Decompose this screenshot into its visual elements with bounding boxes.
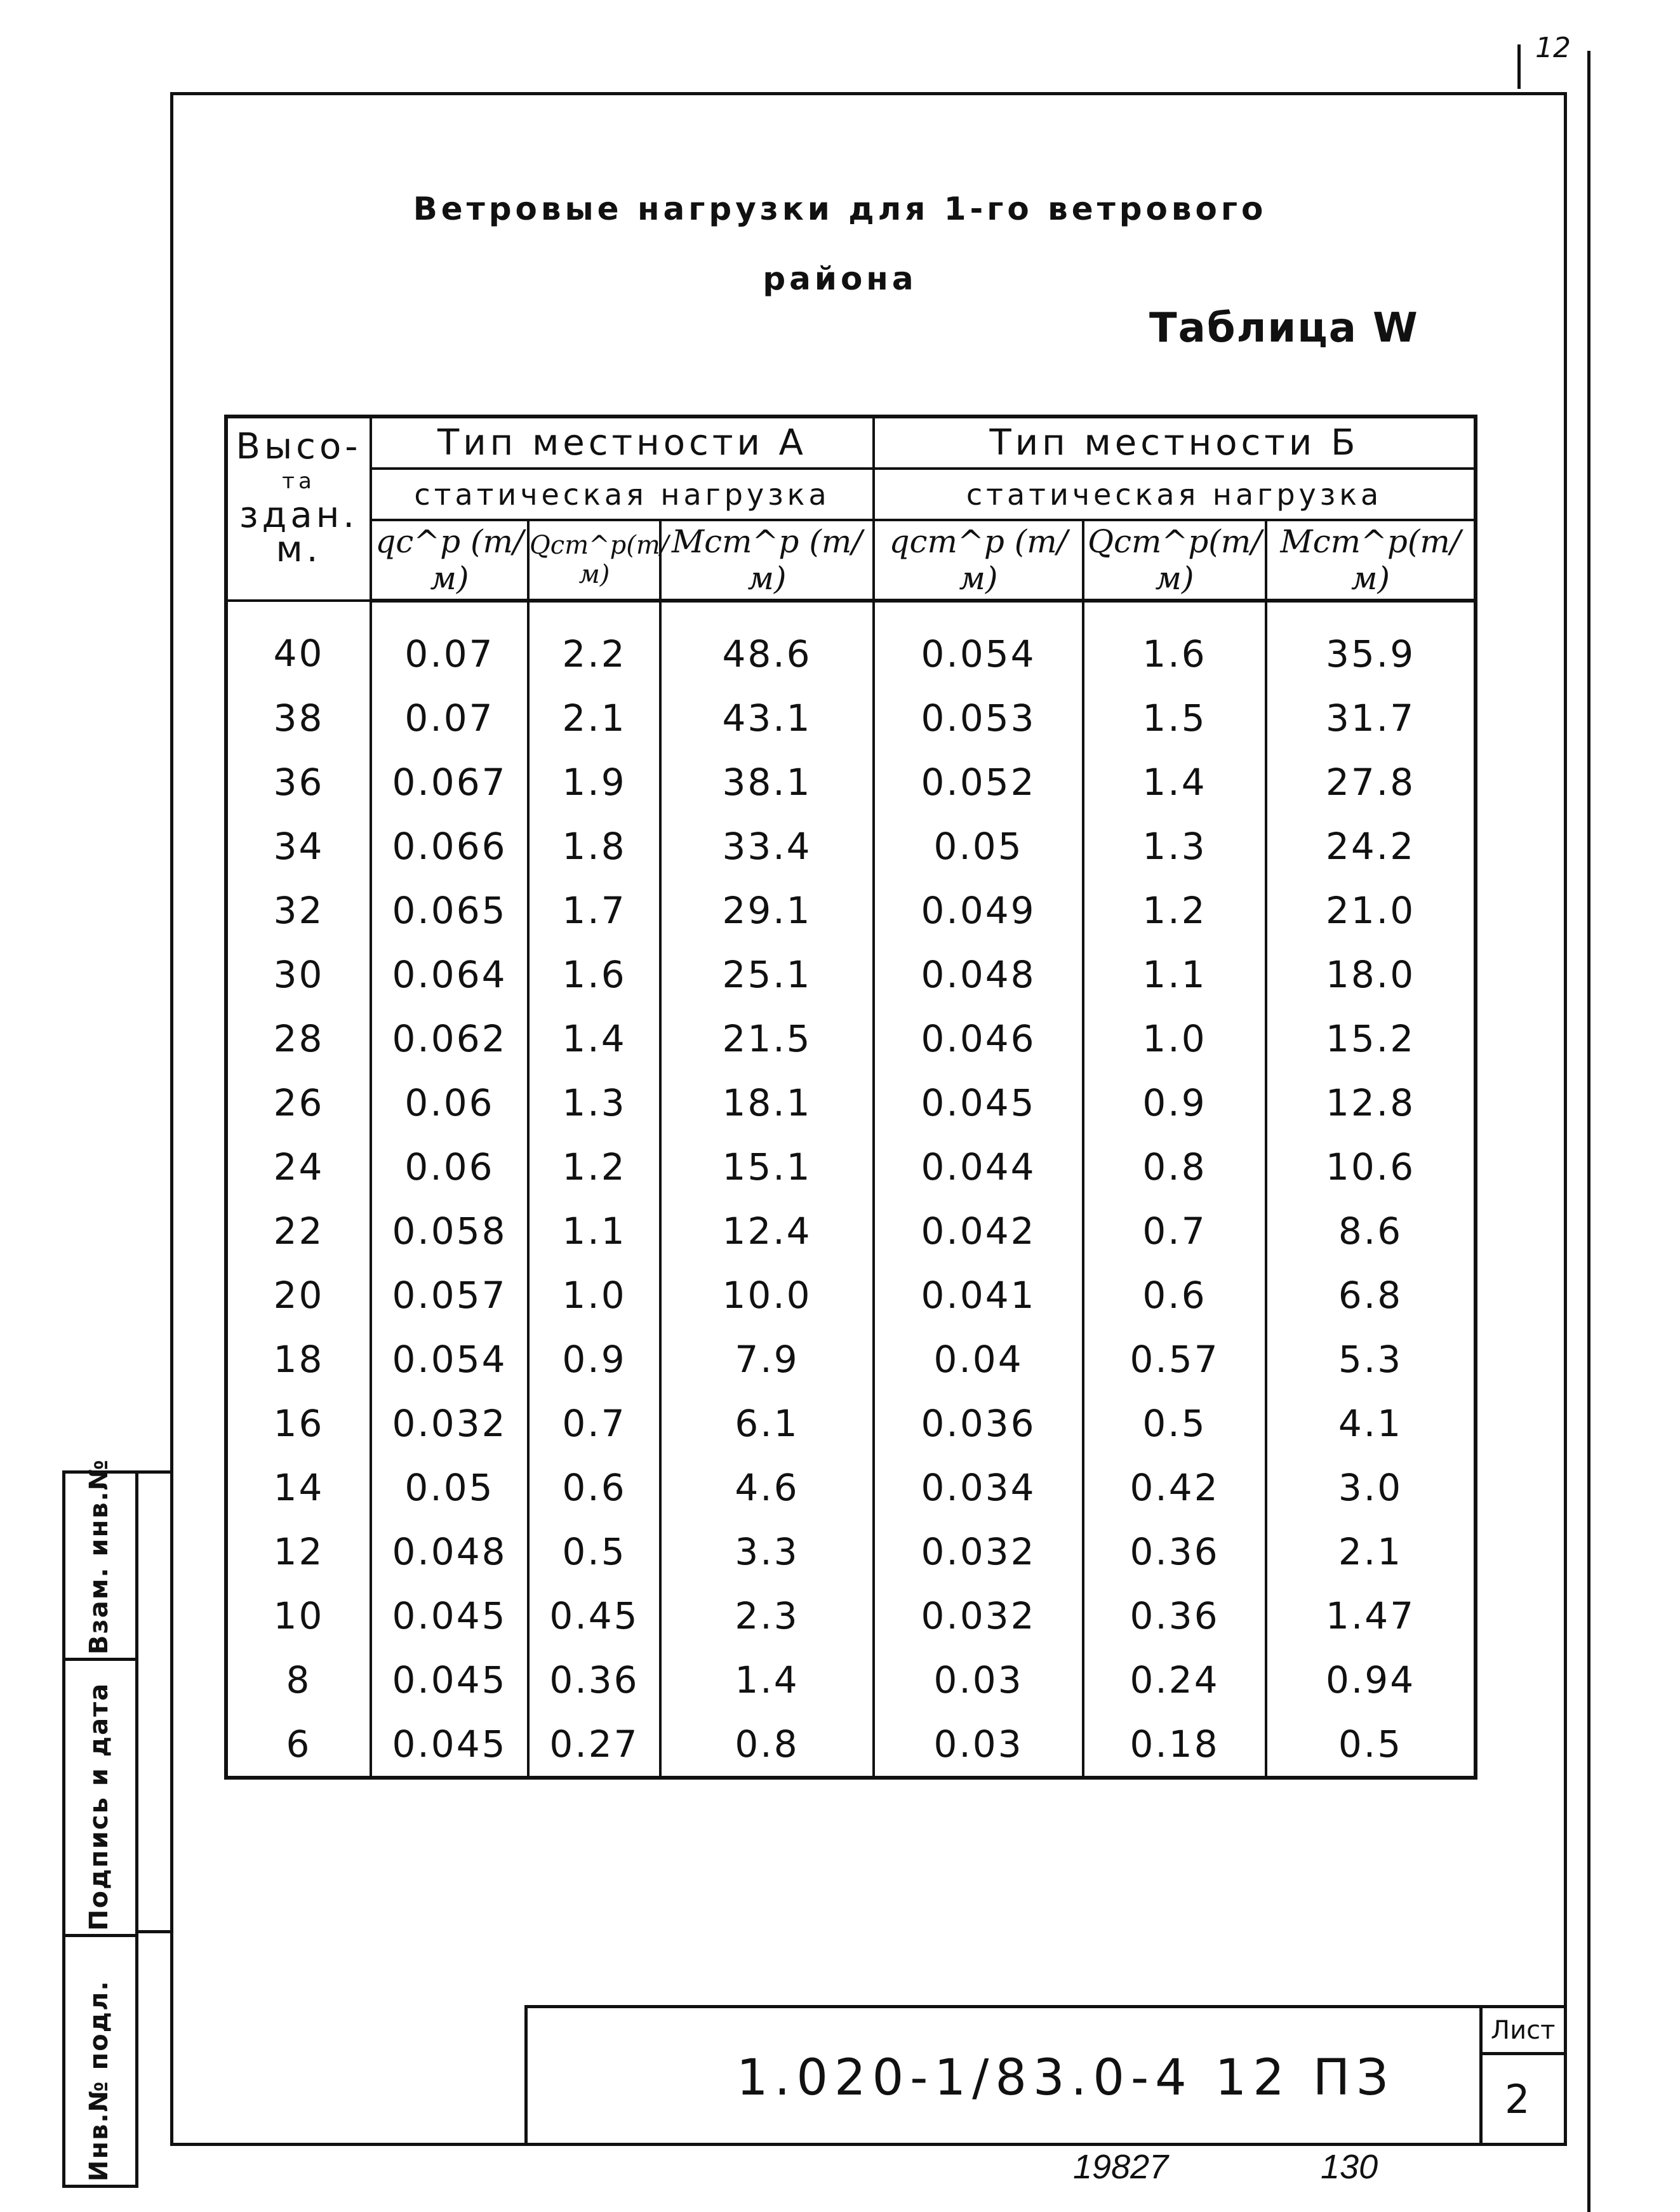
cell-M-a: 25.1 bbox=[660, 942, 874, 1006]
cell-height: 36 bbox=[226, 750, 371, 814]
cell-q-a: 0.062 bbox=[371, 1006, 528, 1070]
table-row bbox=[226, 1712, 1476, 1778]
cell-q-b: 0.04 bbox=[874, 1327, 1083, 1391]
cell-M-b: 18.0 bbox=[1266, 942, 1476, 1006]
cell-height: 34 bbox=[226, 814, 371, 878]
cell-q-b: 0.03 bbox=[874, 1648, 1083, 1712]
sheet-label: Лист bbox=[1491, 2016, 1556, 2045]
table-row bbox=[226, 686, 1476, 750]
cell-q-b: 0.049 bbox=[874, 878, 1083, 942]
top-margin-tick bbox=[1517, 44, 1521, 89]
cell-M-b: 35.9 bbox=[1266, 601, 1476, 686]
col-q-b: qст^р (т/м) bbox=[874, 520, 1083, 601]
cell-Q-a: 2.2 bbox=[528, 601, 660, 686]
cell-Q-b: 0.36 bbox=[1083, 1519, 1266, 1583]
height-header-line4: м. bbox=[276, 529, 322, 570]
document-title-line1: Ветровые нагрузки для 1-го ветрового bbox=[413, 190, 1267, 227]
sheet-box-divider bbox=[1479, 2052, 1567, 2055]
table-label: Таблица W bbox=[1149, 305, 1419, 352]
table-row bbox=[226, 1263, 1476, 1327]
cell-M-b: 10.6 bbox=[1266, 1135, 1476, 1199]
cell-q-b: 0.048 bbox=[874, 942, 1083, 1006]
cell-height: 32 bbox=[226, 878, 371, 942]
document-code: 1.020-1/83.0-4 12 ПЗ bbox=[737, 2049, 1395, 2107]
cell-M-b: 12.8 bbox=[1266, 1070, 1476, 1135]
cell-M-a: 48.6 bbox=[660, 601, 874, 686]
cell-Q-b: 0.9 bbox=[1083, 1070, 1266, 1135]
stamp-label-inventory: Инв.№ подл. bbox=[84, 1980, 114, 2182]
terrain-a-header: Тип местности А bbox=[371, 416, 874, 469]
wind-load-table bbox=[224, 415, 1477, 1780]
right-margin-rule bbox=[1587, 51, 1590, 2212]
cell-M-a: 12.4 bbox=[660, 1199, 874, 1263]
cell-Q-b: 0.8 bbox=[1083, 1135, 1266, 1199]
cell-Q-a: 1.2 bbox=[528, 1135, 660, 1199]
cell-M-b: 0.94 bbox=[1266, 1648, 1476, 1712]
col-M-b: Mст^р(т/м) bbox=[1266, 520, 1476, 601]
cell-M-a: 1.4 bbox=[660, 1648, 874, 1712]
cell-M-a: 10.0 bbox=[660, 1263, 874, 1327]
cell-q-b: 0.053 bbox=[874, 686, 1083, 750]
cell-q-b: 0.052 bbox=[874, 750, 1083, 814]
cell-Q-a: 0.45 bbox=[528, 1583, 660, 1648]
cell-Q-a: 1.3 bbox=[528, 1070, 660, 1135]
cell-q-b: 0.05 bbox=[874, 814, 1083, 878]
cell-M-b: 1.47 bbox=[1266, 1583, 1476, 1648]
cell-Q-b: 1.6 bbox=[1083, 601, 1266, 686]
table-row bbox=[226, 1199, 1476, 1263]
cell-Q-b: 0.18 bbox=[1083, 1712, 1266, 1778]
cell-M-b: 2.1 bbox=[1266, 1519, 1476, 1583]
cell-Q-a: 1.8 bbox=[528, 814, 660, 878]
cell-height: 26 bbox=[226, 1070, 371, 1135]
cell-M-b: 5.3 bbox=[1266, 1327, 1476, 1391]
cell-Q-b: 1.3 bbox=[1083, 814, 1266, 878]
cell-Q-b: 0.5 bbox=[1083, 1391, 1266, 1455]
cell-q-a: 0.05 bbox=[371, 1455, 528, 1519]
stamp-label-replaced: Взам. инв.№ bbox=[84, 1458, 114, 1655]
cell-q-a: 0.065 bbox=[371, 878, 528, 942]
sheet-number: 2 bbox=[1505, 2076, 1530, 2122]
cell-Q-a: 0.6 bbox=[528, 1455, 660, 1519]
cell-q-a: 0.06 bbox=[371, 1135, 528, 1199]
cell-q-b: 0.03 bbox=[874, 1712, 1083, 1778]
col-q-a: qс^р (т/м) bbox=[371, 520, 528, 601]
cell-q-b: 0.044 bbox=[874, 1135, 1083, 1199]
cell-M-a: 3.3 bbox=[660, 1519, 874, 1583]
static-load-a-header: статическая нагрузка bbox=[371, 469, 874, 520]
cell-height: 24 bbox=[226, 1135, 371, 1199]
cell-Q-b: 0.57 bbox=[1083, 1327, 1266, 1391]
cell-q-a: 0.058 bbox=[371, 1199, 528, 1263]
cell-M-b: 0.5 bbox=[1266, 1712, 1476, 1778]
cell-q-a: 0.045 bbox=[371, 1583, 528, 1648]
cell-M-a: 33.4 bbox=[660, 814, 874, 878]
cell-M-a: 6.1 bbox=[660, 1391, 874, 1455]
table-row bbox=[226, 942, 1476, 1006]
cell-Q-a: 1.6 bbox=[528, 942, 660, 1006]
height-header-line3: здан. bbox=[239, 495, 359, 536]
stamp-cell-replaced bbox=[62, 1458, 138, 1661]
table-row bbox=[226, 1006, 1476, 1070]
table-row bbox=[226, 1391, 1476, 1455]
cell-Q-b: 1.5 bbox=[1083, 686, 1266, 750]
cell-height: 20 bbox=[226, 1263, 371, 1327]
cell-q-b: 0.032 bbox=[874, 1519, 1083, 1583]
table-row bbox=[226, 750, 1476, 814]
cell-q-b: 0.042 bbox=[874, 1199, 1083, 1263]
cell-Q-b: 0.7 bbox=[1083, 1199, 1266, 1263]
document-title-line2: района bbox=[763, 260, 917, 297]
cell-M-b: 31.7 bbox=[1266, 686, 1476, 750]
table-body bbox=[226, 601, 1476, 1778]
cell-q-b: 0.032 bbox=[874, 1583, 1083, 1648]
cell-M-a: 0.8 bbox=[660, 1712, 874, 1778]
table-row bbox=[226, 601, 1476, 686]
cell-M-a: 4.6 bbox=[660, 1455, 874, 1519]
cell-height: 6 bbox=[226, 1712, 371, 1778]
static-load-b-header: статическая нагрузка bbox=[874, 469, 1476, 520]
cell-M-b: 6.8 bbox=[1266, 1263, 1476, 1327]
cell-Q-b: 0.42 bbox=[1083, 1455, 1266, 1519]
cell-q-a: 0.07 bbox=[371, 686, 528, 750]
cell-Q-a: 1.9 bbox=[528, 750, 660, 814]
height-header-line1: Высо- bbox=[236, 426, 362, 467]
cell-height: 8 bbox=[226, 1648, 371, 1712]
stamp-cell-signature bbox=[62, 1658, 138, 1937]
cell-M-a: 43.1 bbox=[660, 686, 874, 750]
cell-M-b: 15.2 bbox=[1266, 1006, 1476, 1070]
cell-M-b: 8.6 bbox=[1266, 1199, 1476, 1263]
cell-Q-a: 1.7 bbox=[528, 878, 660, 942]
cell-height: 18 bbox=[226, 1327, 371, 1391]
cell-M-a: 18.1 bbox=[660, 1070, 874, 1135]
stamp-cell-inventory bbox=[62, 1934, 138, 2188]
table-row bbox=[226, 1135, 1476, 1199]
cell-Q-b: 0.36 bbox=[1083, 1583, 1266, 1648]
cell-q-a: 0.06 bbox=[371, 1070, 528, 1135]
terrain-b-header: Тип местности Б bbox=[874, 416, 1476, 469]
cell-Q-b: 1.4 bbox=[1083, 750, 1266, 814]
cell-q-a: 0.054 bbox=[371, 1327, 528, 1391]
cell-Q-a: 2.1 bbox=[528, 686, 660, 750]
cell-height: 14 bbox=[226, 1455, 371, 1519]
stamp-top-tick bbox=[138, 1470, 173, 1474]
cell-Q-a: 0.7 bbox=[528, 1391, 660, 1455]
cell-q-b: 0.046 bbox=[874, 1006, 1083, 1070]
stamp-mid-tick bbox=[138, 1930, 173, 1933]
table-row bbox=[226, 878, 1476, 942]
stamp-right-rule bbox=[135, 1470, 138, 2188]
cell-Q-a: 0.5 bbox=[528, 1519, 660, 1583]
cell-M-a: 21.5 bbox=[660, 1006, 874, 1070]
cell-Q-b: 1.0 bbox=[1083, 1006, 1266, 1070]
cell-q-a: 0.066 bbox=[371, 814, 528, 878]
cell-M-a: 15.1 bbox=[660, 1135, 874, 1199]
cell-Q-b: 1.2 bbox=[1083, 878, 1266, 942]
table-row bbox=[226, 1455, 1476, 1519]
cell-Q-a: 0.9 bbox=[528, 1327, 660, 1391]
footer-left-number: 19827 bbox=[1073, 2148, 1169, 2186]
cell-height: 10 bbox=[226, 1583, 371, 1648]
cell-height: 16 bbox=[226, 1391, 371, 1455]
stamp-label-signature: Подпись и дата bbox=[84, 1682, 114, 1931]
cell-M-a: 7.9 bbox=[660, 1327, 874, 1391]
cell-Q-a: 1.4 bbox=[528, 1006, 660, 1070]
cell-Q-a: 0.36 bbox=[528, 1648, 660, 1712]
cell-M-a: 2.3 bbox=[660, 1583, 874, 1648]
corner-mark: 12 bbox=[1535, 32, 1571, 64]
cell-height: 40 bbox=[226, 601, 371, 686]
cell-height: 38 bbox=[226, 686, 371, 750]
footer-right-number: 130 bbox=[1321, 2148, 1378, 2186]
cell-q-b: 0.041 bbox=[874, 1263, 1083, 1327]
cell-q-b: 0.036 bbox=[874, 1391, 1083, 1455]
col-M-a: Mст^р (т/м) bbox=[660, 520, 874, 601]
cell-M-b: 24.2 bbox=[1266, 814, 1476, 878]
cell-M-b: 27.8 bbox=[1266, 750, 1476, 814]
table-row bbox=[226, 1583, 1476, 1648]
cell-Q-a: 0.27 bbox=[528, 1712, 660, 1778]
table-row bbox=[226, 814, 1476, 878]
cell-q-a: 0.07 bbox=[371, 601, 528, 686]
cell-M-b: 21.0 bbox=[1266, 878, 1476, 942]
cell-q-a: 0.045 bbox=[371, 1648, 528, 1712]
cell-q-b: 0.045 bbox=[874, 1070, 1083, 1135]
table-row bbox=[226, 1519, 1476, 1583]
cell-q-b: 0.034 bbox=[874, 1455, 1083, 1519]
cell-height: 22 bbox=[226, 1199, 371, 1263]
cell-M-b: 3.0 bbox=[1266, 1455, 1476, 1519]
cell-q-b: 0.054 bbox=[874, 601, 1083, 686]
cell-Q-a: 1.0 bbox=[528, 1263, 660, 1327]
height-column-header bbox=[226, 416, 371, 601]
cell-q-a: 0.067 bbox=[371, 750, 528, 814]
col-Q-a: Qст^р(т/м) bbox=[528, 520, 660, 601]
cell-Q-b: 0.6 bbox=[1083, 1263, 1266, 1327]
cell-q-a: 0.048 bbox=[371, 1519, 528, 1583]
side-stamp bbox=[62, 1458, 138, 2188]
cell-q-a: 0.064 bbox=[371, 942, 528, 1006]
cell-Q-b: 0.24 bbox=[1083, 1648, 1266, 1712]
cell-M-a: 38.1 bbox=[660, 750, 874, 814]
cell-q-a: 0.057 bbox=[371, 1263, 528, 1327]
cell-q-a: 0.032 bbox=[371, 1391, 528, 1455]
col-Q-b: Qст^р(т/м) bbox=[1083, 520, 1266, 601]
cell-height: 30 bbox=[226, 942, 371, 1006]
table-row bbox=[226, 1648, 1476, 1712]
cell-Q-a: 1.1 bbox=[528, 1199, 660, 1263]
cell-Q-b: 1.1 bbox=[1083, 942, 1266, 1006]
table-row bbox=[226, 1070, 1476, 1135]
cell-q-a: 0.045 bbox=[371, 1712, 528, 1778]
cell-M-a: 29.1 bbox=[660, 878, 874, 942]
cell-M-b: 4.1 bbox=[1266, 1391, 1476, 1455]
height-header-line2: та bbox=[282, 469, 316, 494]
cell-height: 12 bbox=[226, 1519, 371, 1583]
cell-height: 28 bbox=[226, 1006, 371, 1070]
table-row bbox=[226, 1327, 1476, 1391]
